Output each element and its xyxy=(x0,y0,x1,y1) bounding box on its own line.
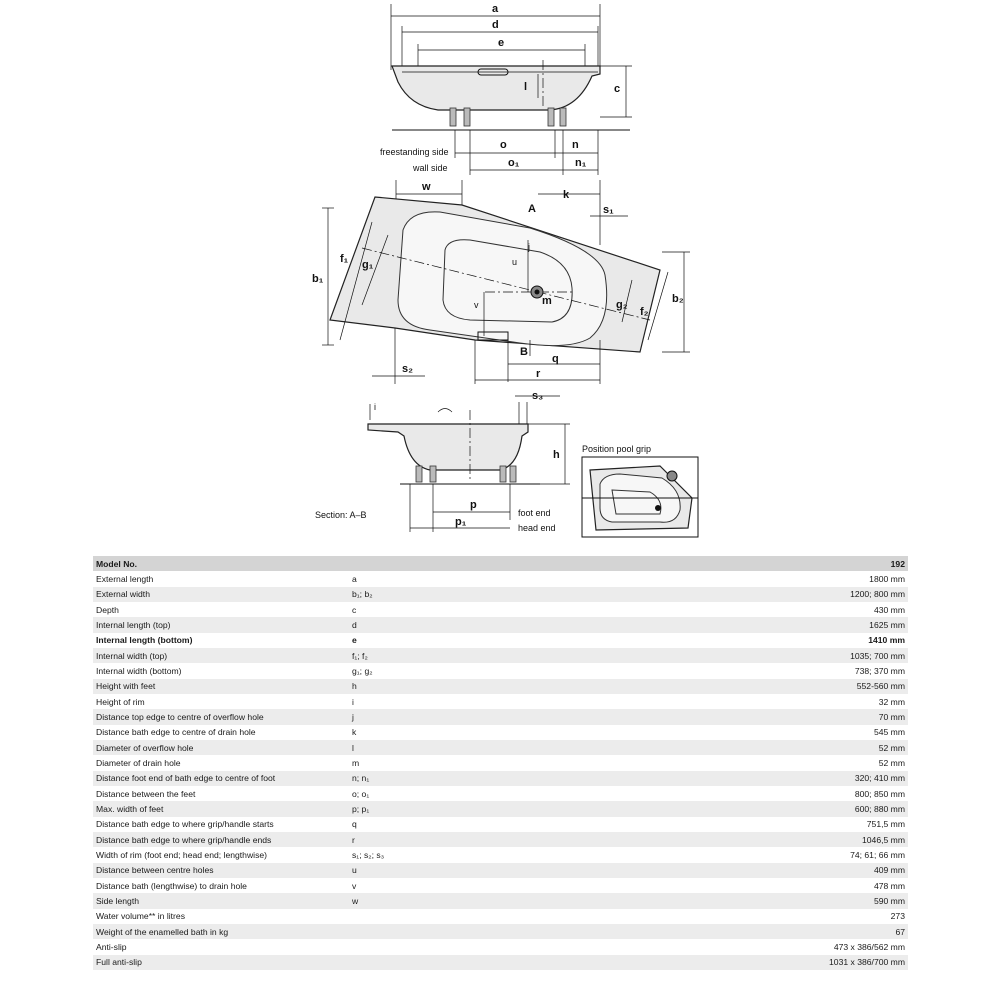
dim-s2-label: s₂ xyxy=(402,363,414,375)
dim-f1-label: f₁ xyxy=(340,253,349,265)
table-row xyxy=(93,893,908,908)
table-header-row xyxy=(93,556,908,571)
spec-symbol: a xyxy=(352,573,357,584)
spec-label: External width xyxy=(93,587,349,602)
table-row xyxy=(93,648,908,663)
spec-symbol: h xyxy=(349,679,555,694)
spec-value: 409 mm xyxy=(555,863,908,878)
spec-symbol: v xyxy=(352,880,357,891)
dim-f2-label: f₂ xyxy=(640,306,649,318)
table-row xyxy=(93,709,908,724)
spec-symbol: e xyxy=(352,635,357,646)
dim-a-label: a xyxy=(492,3,499,15)
foot-end-label: foot end xyxy=(518,508,551,518)
spec-symbol: l xyxy=(349,740,555,755)
pool-grip-title: Position pool grip xyxy=(582,444,652,454)
spec-label: Weight of the enamelled bath in kg xyxy=(93,924,349,939)
dim-b1-label: b₁ xyxy=(312,273,324,285)
spec-symbol: j xyxy=(349,709,555,724)
dim-r-label: r xyxy=(536,368,541,380)
spec-value: 738; 370 mm xyxy=(854,665,905,676)
spec-value: 478 mm xyxy=(873,880,905,891)
dim-p-label: p xyxy=(470,499,477,511)
dim-w-label: w xyxy=(422,181,431,193)
table-row xyxy=(93,909,908,924)
spec-label: Distance between the feet xyxy=(96,788,196,799)
table-row xyxy=(93,725,908,740)
spec-label: Side length xyxy=(93,893,349,908)
spec-value: 74; 61; 66 mm xyxy=(850,849,905,860)
spec-label: Distance bath edge to where grip/handle starts xyxy=(96,819,274,830)
wall-side-label: wall side xyxy=(413,163,448,173)
section-label: Section: A–B xyxy=(315,510,367,520)
table-row xyxy=(93,817,908,832)
dim-g2-label: g₂ xyxy=(616,299,628,311)
spec-value: 1200; 800 mm xyxy=(555,587,908,602)
spec-symbol: f₁; f₂ xyxy=(349,648,555,663)
dim-i-label: i xyxy=(374,402,376,412)
table-row xyxy=(93,863,908,878)
spec-symbol xyxy=(349,924,555,939)
table-row xyxy=(93,617,908,632)
freestanding-side-label: freestanding side xyxy=(380,147,449,157)
side-elevation xyxy=(380,3,632,175)
spec-symbol: s₁; s₂; s₃ xyxy=(352,849,385,860)
dim-d-label: d xyxy=(492,19,499,31)
spec-label: Height of rim xyxy=(96,696,145,707)
table-row xyxy=(93,740,908,755)
dim-m-label: m xyxy=(542,295,552,307)
spec-value: 1410 mm xyxy=(868,635,905,646)
table-row xyxy=(93,587,908,602)
table-row xyxy=(93,939,908,954)
spec-label: Internal length (top) xyxy=(93,617,349,632)
spec-value: 52 mm xyxy=(555,740,908,755)
table-row xyxy=(93,663,908,678)
table-row xyxy=(93,694,908,709)
header-symbol xyxy=(349,556,555,571)
spec-symbol: r xyxy=(349,832,555,847)
spec-symbol: u xyxy=(349,863,555,878)
dim-n1-label: n₁ xyxy=(575,157,587,169)
table-row xyxy=(93,771,908,786)
spec-value: 273 xyxy=(890,911,905,922)
spec-value: 600; 880 mm xyxy=(555,801,908,816)
table-row xyxy=(93,786,908,801)
spec-label: Distance foot end of bath edge to centre of foot xyxy=(93,771,349,786)
spec-label: Distance between centre holes xyxy=(93,863,349,878)
spec-label: Height with feet xyxy=(93,679,349,694)
dim-p1-label: p₁ xyxy=(455,516,467,528)
dim-j-label: j xyxy=(528,242,530,252)
spec-value: 67 xyxy=(555,924,908,939)
section-mark-b: B xyxy=(520,346,528,358)
spec-label: Internal length (bottom) xyxy=(96,635,193,646)
spec-value: 1031 x 386/700 mm xyxy=(555,955,908,970)
spec-label: Depth xyxy=(96,604,119,615)
spec-label: Full anti-slip xyxy=(93,955,349,970)
dim-g1-label: g₁ xyxy=(362,259,374,271)
spec-value: 1800 mm xyxy=(869,573,905,584)
spec-label: Width of rim (foot end; head end; lengthwise) xyxy=(96,849,268,860)
spec-symbol: p; p₁ xyxy=(349,801,555,816)
specifications-table xyxy=(93,556,908,970)
spec-label: Distance bath edge to centre of drain hole xyxy=(96,727,256,738)
table-row xyxy=(93,602,908,617)
spec-label: Water volume** in litres xyxy=(96,911,185,922)
dim-e-label: e xyxy=(498,37,505,49)
spec-symbol: i xyxy=(352,696,354,707)
table-row xyxy=(93,924,908,939)
dim-k-label: k xyxy=(563,189,570,201)
table-row xyxy=(93,801,908,816)
spec-symbol: q xyxy=(352,819,357,830)
spec-value: 552-560 mm xyxy=(555,679,908,694)
spec-symbol xyxy=(349,939,555,954)
table-row xyxy=(93,832,908,847)
spec-value: 800; 850 mm xyxy=(854,788,905,799)
pool-grip-inset xyxy=(582,444,698,537)
head-end-label: head end xyxy=(518,523,556,533)
section-view xyxy=(315,390,570,533)
table-row xyxy=(93,755,908,770)
spec-value: 473 x 386/562 mm xyxy=(833,941,905,952)
dim-n-label: n xyxy=(572,139,579,151)
spec-symbol: b₁; b₂ xyxy=(349,587,555,602)
spec-label: Max. width of feet xyxy=(93,801,349,816)
spec-symbol: k xyxy=(352,727,357,738)
spec-label: External length xyxy=(96,573,154,584)
spec-value: 590 mm xyxy=(555,893,908,908)
spec-symbol: d xyxy=(349,617,555,632)
table-row xyxy=(93,633,908,648)
spec-symbol: n; n₁ xyxy=(349,771,555,786)
dim-o-label: o xyxy=(500,139,507,151)
spec-label: Anti-slip xyxy=(96,941,127,952)
spec-symbol xyxy=(349,909,555,924)
table-row xyxy=(93,955,908,970)
table-row xyxy=(93,878,908,893)
dim-h-label: h xyxy=(553,449,560,461)
spec-label: Diameter of drain hole xyxy=(96,757,181,768)
spec-value: 1035; 700 mm xyxy=(555,648,908,663)
spec-value: 1625 mm xyxy=(555,617,908,632)
spec-label: Internal width (top) xyxy=(93,648,349,663)
spec-value: 545 mm xyxy=(873,727,905,738)
spec-value: 320; 410 mm xyxy=(555,771,908,786)
section-mark-a: A xyxy=(528,203,536,215)
dim-c-label: c xyxy=(614,83,621,95)
spec-label: Distance bath (lengthwise) to drain hole xyxy=(96,880,247,891)
header-label: Model No. xyxy=(93,556,349,571)
dim-o1-label: o₁ xyxy=(508,157,520,169)
spec-symbol: m xyxy=(352,757,360,768)
spec-symbol xyxy=(349,955,555,970)
dim-u-label: u xyxy=(512,257,518,267)
plan-view xyxy=(312,180,690,384)
spec-label: Distance bath edge to where grip/handle ends xyxy=(93,832,349,847)
dim-l-label: l xyxy=(524,81,528,93)
spec-value: 52 mm xyxy=(878,757,905,768)
dim-s3-label: s₃ xyxy=(532,390,544,402)
header-model-number: 192 xyxy=(555,556,908,571)
dim-q-label: q xyxy=(552,353,559,365)
table-row xyxy=(93,847,908,862)
dim-b2-label: b₂ xyxy=(672,293,684,305)
spec-value: 70 mm xyxy=(555,709,908,724)
spec-label: Distance top edge to centre of overflow hole xyxy=(93,709,349,724)
dim-s1-label: s₁ xyxy=(603,204,614,216)
table-row xyxy=(93,571,908,586)
spec-value: 32 mm xyxy=(878,696,905,707)
spec-label: Diameter of overflow hole xyxy=(93,740,349,755)
spec-value: 1046,5 mm xyxy=(555,832,908,847)
spec-label: Internal width (bottom) xyxy=(96,665,182,676)
spec-symbol: w xyxy=(349,893,555,908)
spec-value: 430 mm xyxy=(873,604,905,615)
spec-value: 751,5 mm xyxy=(866,819,905,830)
spec-symbol: o; o₁ xyxy=(352,788,370,799)
dim-v-label: v xyxy=(474,300,479,310)
spec-symbol: g₁; g₂ xyxy=(352,665,373,676)
spec-symbol: c xyxy=(352,604,357,615)
table-row xyxy=(93,679,908,694)
